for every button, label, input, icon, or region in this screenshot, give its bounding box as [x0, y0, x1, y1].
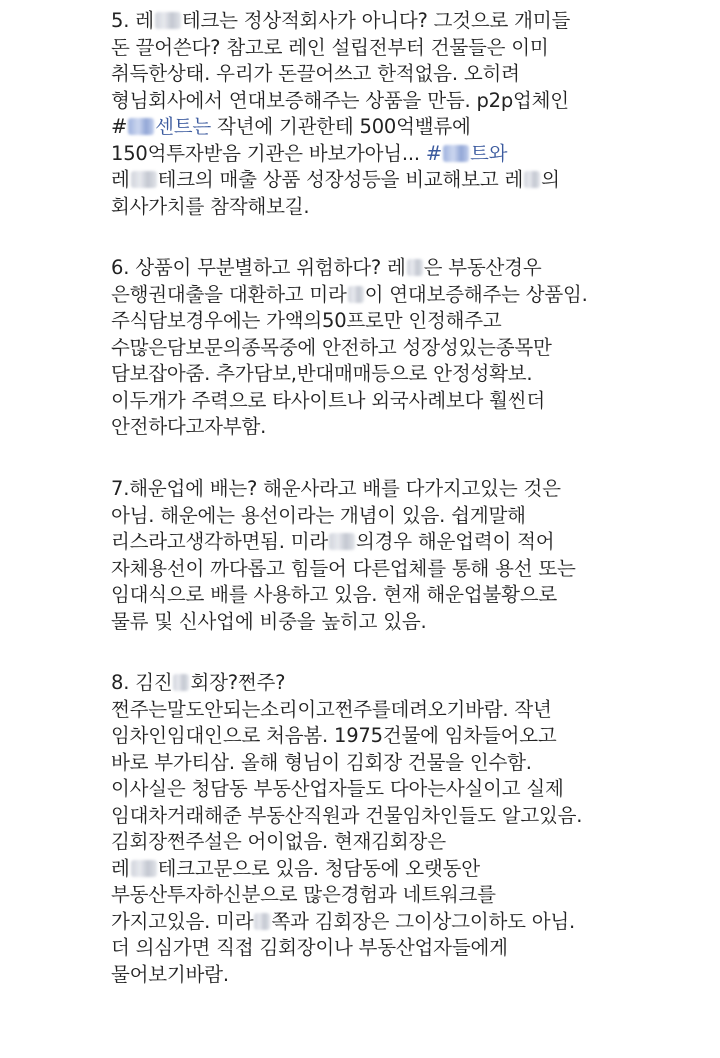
- text-run: 회사가치를 참작해보길.: [111, 194, 310, 218]
- text-run: 작년에 기관한테 500억밸류에: [211, 115, 471, 138]
- text-run: 8. 김진: [111, 671, 173, 695]
- redacted-blur: [407, 259, 423, 276]
- text-run: 주식담보경우에는 가액의50프로만 인정해주고: [111, 309, 502, 333]
- section-gap: [111, 635, 700, 670]
- text-run: 레: [111, 856, 130, 880]
- redacted-blur: [155, 12, 181, 29]
- text-run: 회장?쩐주?: [190, 671, 286, 695]
- text-line: [111, 856, 700, 883]
- text-run: 테크의 매출 상품 성장성등을 비교해보고 레: [157, 168, 524, 191]
- text-run: 이사실은 청담동 부동산업자들도 다아는사실이고 실제: [111, 777, 564, 801]
- redacted-blur: [131, 171, 157, 188]
- text-run: 은행권대출을 대환하고 미라: [111, 282, 347, 306]
- text-run: 취득한상태. 우리가 돈끌어쓰고 한적없음. 오히려: [111, 62, 520, 85]
- text-run: 형님회사에서 연대보증해주는 상품을 만듬. p2p업체인: [111, 88, 569, 112]
- hashtag-link[interactable]: 트와: [470, 141, 508, 165]
- text-line: [111, 282, 700, 309]
- text-run: 5. 레: [111, 9, 154, 32]
- redacted-blur: [524, 171, 540, 188]
- text-run: 쩐주는말도안되는소리이고쩐주를데려오기바람. 작년: [111, 697, 552, 721]
- text-line: [111, 88, 700, 115]
- section-s5: [111, 8, 700, 220]
- text-line: [111, 723, 700, 750]
- text-run: #: [111, 115, 128, 138]
- hashtag-link[interactable]: 센트는: [155, 115, 212, 138]
- section-s7: [111, 476, 700, 635]
- text-line: [111, 609, 700, 636]
- text-line: [111, 935, 700, 962]
- text-run: 6. 상품이 무분별하고 위험하다? 레: [111, 256, 406, 280]
- text-line: [111, 529, 700, 556]
- text-run: 테크는 정상적회사가 아니다? 그것으로 개미들: [181, 9, 571, 32]
- text-run: 이두개가 주력으로 타사이트나 외국사례보다 훨씬더: [111, 388, 546, 412]
- text-line: [111, 335, 700, 362]
- text-line: [111, 194, 700, 221]
- text-line: [111, 35, 700, 62]
- text-run: 안전하다고자부함.: [111, 415, 267, 439]
- text-run: 가지고있음. 미라: [111, 909, 254, 933]
- text-run: 리스라고생각하면됨. 미라: [111, 530, 329, 554]
- text-run: 의: [541, 168, 560, 191]
- text-line: [111, 167, 700, 194]
- text-line: [111, 114, 700, 141]
- text-line: [111, 776, 700, 803]
- redacted-blur: [254, 913, 270, 930]
- text-line: [111, 750, 700, 777]
- text-run: 7.해운업에 배는? 해운사라고 배를 다가지고있는 것은: [111, 477, 561, 501]
- text-run: 김회장쩐주설은 어이없음. 현재김회장은: [111, 830, 446, 854]
- text-line: [111, 476, 700, 503]
- text-run: 테크고문으로 있음. 청담동에 오랫동안: [157, 856, 480, 880]
- text-run: 부동산투자하신분으로 많은경험과 네트워크를: [111, 883, 496, 907]
- text-run: 이 연대보증해주는 상품임.: [364, 282, 588, 306]
- section-gap: [111, 220, 700, 255]
- text-run: 자체용선이 까다롭고 힘들어 다른업체를 통해 용선 또는: [111, 556, 576, 580]
- text-run: 쪽과 김회장은 그이상그이하도 아님.: [271, 909, 576, 933]
- text-run: 더 의심가면 직접 김회장이나 부동산업자들에게: [111, 936, 508, 960]
- text-run: 의경우 해운업력이 적어: [356, 530, 555, 554]
- text-line: [111, 803, 700, 830]
- text-run: 아님. 해운에는 용선이라는 개념이 있음. 쉽게말해: [111, 503, 526, 527]
- redacted-blur: [348, 286, 364, 303]
- text-run: 담보잡아줌. 추가담보,반대매매등으로 안정성확보.: [111, 362, 533, 386]
- section-s8: [111, 670, 700, 988]
- redacted-blur: [173, 674, 189, 691]
- text-line: [111, 414, 700, 441]
- text-line: [111, 670, 700, 697]
- section-gap: [111, 441, 700, 476]
- redacted-blur: [329, 533, 355, 550]
- text-line: [111, 141, 700, 168]
- text-line: [111, 8, 700, 35]
- text-run: 물어보기바람.: [111, 962, 229, 986]
- text-line: [111, 361, 700, 388]
- text-line: [111, 255, 700, 282]
- text-line: [111, 909, 700, 936]
- text-run: 돈 끌어쓴다? 참고로 레인 설립전부터 건물들은 이미: [111, 35, 549, 59]
- text-run: 150억투자받음 기관은 바보가아님...: [111, 141, 426, 165]
- text-run: 임대식으로 배를 사용하고 있음. 현재 해운업불황으로: [111, 583, 558, 607]
- text-run: 임차인임대인으로 처음봄. 1975건물에 임차들어오고: [111, 724, 557, 748]
- text-line: [111, 308, 700, 335]
- text-run: 수많은담보문의종목중에 안전하고 성장성있는종목만: [111, 335, 552, 359]
- text-line: [111, 388, 700, 415]
- text-line: [111, 582, 700, 609]
- text-line: [111, 962, 700, 989]
- section-s6: [111, 255, 700, 441]
- text-line: [111, 61, 700, 88]
- hashtag-link[interactable]: #: [425, 141, 443, 165]
- redacted-blur: [128, 118, 154, 135]
- text-run: 물류 및 신사업에 비중을 높히고 있음.: [111, 609, 427, 633]
- redacted-blur: [131, 860, 157, 877]
- text-run: 레: [111, 168, 130, 191]
- text-run: 바로 부가티삼. 올해 형님이 김회장 건물을 인수함.: [111, 750, 532, 774]
- text-run: 임대차거래해준 부동산직원과 건물임차인들도 알고있음.: [111, 803, 583, 827]
- text-run: 은 부동산경우: [423, 256, 542, 280]
- redacted-blur: [443, 145, 469, 162]
- text-line: [111, 556, 700, 583]
- text-line: [111, 503, 700, 530]
- text-line: [111, 697, 700, 724]
- text-line: [111, 829, 700, 856]
- text-line: [111, 882, 700, 909]
